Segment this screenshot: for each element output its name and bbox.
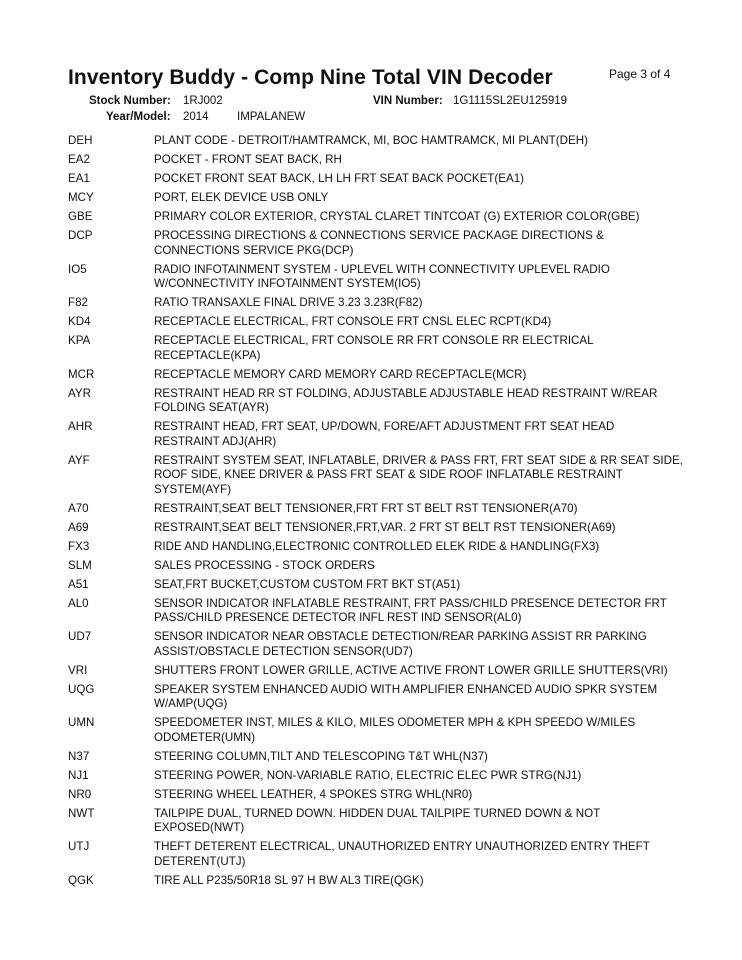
- stock-number: [89, 95, 223, 107]
- year-model: [106, 111, 306, 123]
- option-row: [68, 788, 683, 803]
- option-code: EA2: [68, 153, 90, 166]
- option-row: [68, 683, 683, 712]
- option-row: [68, 716, 683, 745]
- option-description: RADIO INFOTAINMENT SYSTEM - UPLEVEL WITH CONNECTIVITY UPLEVEL RADIO W/CONNECTIVITY INFOTAINMENT SYSTEM(IO5): [154, 262, 610, 290]
- option-description: POCKET FRONT SEAT BACK, LH LH FRT SEAT BACK POCKET(EA1): [154, 172, 525, 185]
- option-code: KD4: [68, 315, 91, 328]
- option-code: EA1: [68, 172, 90, 185]
- option-code: QGK: [68, 873, 94, 887]
- option-code: NR0: [68, 787, 92, 801]
- option-list: [68, 134, 683, 893]
- option-description: RESTRAINT HEAD, FRT SEAT, UP/DOWN, FORE/AFT ADJUSTMENT FRT SEAT HEAD RESTRAINT ADJ(AHR): [154, 420, 615, 448]
- option-description: RIDE AND HANDLING,ELECTRONIC CONTROLLED ELEK RIDE & HANDLING(FX3): [154, 539, 600, 553]
- option-code: N37: [68, 749, 90, 763]
- option-code: F82: [68, 296, 88, 309]
- option-code: UMN: [68, 716, 95, 729]
- option-code: UQG: [68, 682, 95, 696]
- option-description: RESTRAINT SYSTEM SEAT, INFLATABLE, DRIVER & PASS FRT, FRT SEAT SIDE & RR SEAT SIDE, ROOF SIDE, KNEE DRIVER & PASS FRT SEAT & SIDE ROOF INFLATABLE RESTRAINT SYSTEM(AYF): [154, 453, 683, 496]
- option-code: AYF: [68, 453, 90, 467]
- option-description: SHUTTERS FRONT LOWER GRILLE, ACTIVE ACTIVE FRONT LOWER GRILLE SHUTTERS(VRI): [154, 663, 668, 677]
- option-description: PROCESSING DIRECTIONS & CONNECTIONS SERVICE PACKAGE DIRECTIONS & CONNECTIONS SERVICE PKG(DCP): [154, 229, 604, 257]
- option-description: RESTRAINT,SEAT BELT TENSIONER,FRT FRT ST BELT RST TENSIONER(A70): [154, 501, 578, 515]
- option-row: [68, 454, 683, 498]
- option-row: [68, 578, 683, 593]
- option-code: A51: [68, 577, 89, 591]
- option-row: [68, 664, 683, 679]
- option-row: [68, 597, 683, 626]
- option-row: [68, 769, 683, 784]
- option-code: FX3: [68, 539, 90, 553]
- option-description: RECEPTACLE ELECTRICAL, FRT CONSOLE RR FRT CONSOLE RR ELECTRICAL RECEPTACLE(KPA): [154, 334, 594, 362]
- option-description: RECEPTACLE ELECTRICAL, FRT CONSOLE FRT CNSL ELEC RCPT(KD4): [154, 315, 552, 328]
- option-row: [68, 807, 683, 836]
- option-code: AHR: [68, 420, 93, 433]
- model-value: IMPALANEW: [237, 111, 306, 123]
- option-description: RESTRAINT,SEAT BELT TENSIONER,FRT,VAR. 2 FRT ST BELT RST TENSIONER(A69): [154, 520, 616, 534]
- option-row: [68, 874, 683, 889]
- option-row: [68, 368, 683, 383]
- option-description: STEERING POWER, NON-VARIABLE RATIO, ELECTRIC ELEC PWR STRG(NJ1): [154, 768, 582, 782]
- stock-number-label: Stock Number:: [89, 95, 171, 107]
- vin-number: [373, 95, 568, 107]
- option-row: [68, 502, 683, 517]
- option-description: SPEAKER SYSTEM ENHANCED AUDIO WITH AMPLIFIER ENHANCED AUDIO SPKR SYSTEM W/AMP(UQG): [154, 682, 658, 710]
- option-code: UD7: [68, 630, 92, 643]
- stock-number-value: 1RJ002: [183, 95, 223, 107]
- option-description: SALES PROCESSING - STOCK ORDERS: [154, 558, 375, 572]
- option-description: TIRE ALL P235/50R18 SL 97 H BW AL3 TIRE(QGK): [154, 873, 424, 887]
- option-description: THEFT DETERENT ELECTRICAL, UNAUTHORIZED ENTRY UNAUTHORIZED ENTRY THEFT DETERENT(UTJ): [154, 840, 650, 868]
- option-description: TAILPIPE DUAL, TURNED DOWN. HIDDEN DUAL TAILPIPE TURNED DOWN & NOT EXPOSED(NWT): [154, 806, 600, 834]
- option-row: [68, 420, 683, 449]
- option-description: RESTRAINT HEAD RR ST FOLDING, ADJUSTABLE ADJUSTABLE HEAD RESTRAINT W/REAR FOLDING SEAT(AYR): [154, 386, 658, 414]
- option-description: SENSOR INDICATOR NEAR OBSTACLE DETECTION/REAR PARKING ASSIST RR PARKING ASSIST/OBSTACLE DETECTION SENSOR(UD7): [154, 630, 647, 658]
- option-description: PRIMARY COLOR EXTERIOR, CRYSTAL CLARET TINTCOAT (G) EXTERIOR COLOR(GBE): [154, 210, 640, 223]
- option-code: NWT: [68, 806, 95, 820]
- option-description: RATIO TRANSAXLE FINAL DRIVE 3.23 3.23R(F82): [154, 296, 423, 309]
- option-row: [68, 296, 683, 311]
- option-description: STEERING WHEEL LEATHER, 4 SPOKES STRG WHL(NR0): [154, 787, 473, 801]
- option-row: [68, 559, 683, 574]
- option-description: STEERING COLUMN,TILT AND TELESCOPING T&T WHL(N37): [154, 749, 488, 763]
- option-description: SENSOR INDICATOR INFLATABLE RESTRAINT, FRT PASS/CHILD PRESENCE DETECTOR FRT PASS/CHILD PRESENCE DETECTOR INFL REST IND SENSOR(AL0): [154, 596, 667, 624]
- option-code: NJ1: [68, 768, 89, 782]
- option-code: AYR: [68, 386, 91, 400]
- option-code: SLM: [68, 558, 92, 572]
- option-code: KPA: [68, 334, 91, 347]
- option-code: DCP: [68, 229, 93, 242]
- option-description: SEAT,FRT BUCKET,CUSTOM CUSTOM FRT BKT ST(A51): [154, 577, 461, 591]
- option-code: AL0: [68, 596, 89, 610]
- option-row: [68, 315, 683, 330]
- vin-number-label: VIN Number:: [373, 95, 443, 107]
- option-row: [68, 334, 683, 363]
- option-code: VRI: [68, 663, 88, 677]
- option-row: [68, 630, 683, 659]
- option-row: [68, 210, 683, 225]
- option-code: IO5: [68, 262, 87, 276]
- option-description: RECEPTACLE MEMORY CARD MEMORY CARD RECEPTACLE(MCR): [154, 367, 527, 381]
- option-code: MCR: [68, 367, 95, 381]
- option-row: [68, 521, 683, 536]
- option-description: SPEEDOMETER INST, MILES & KILO, MILES ODOMETER MPH & KPH SPEEDO W/MILES ODOMETER(UMN): [154, 716, 636, 744]
- option-row: [68, 229, 683, 258]
- option-code: GBE: [68, 210, 93, 223]
- page-title: Inventory Buddy - Comp Nine Total VIN Decoder: [68, 66, 553, 89]
- option-description: PLANT CODE - DETROIT/HAMTRAMCK, MI, BOC HAMTRAMCK, MI PLANT(DEH): [154, 134, 588, 147]
- option-row: [68, 172, 683, 187]
- option-row: [68, 387, 683, 416]
- option-code: MCY: [68, 191, 94, 204]
- year-value: 2014: [183, 111, 209, 123]
- option-row: [68, 540, 683, 555]
- option-row: [68, 263, 683, 292]
- option-code: A69: [68, 520, 89, 534]
- option-row: [68, 191, 683, 206]
- option-description: POCKET - FRONT SEAT BACK, RH: [154, 153, 342, 166]
- option-code: A70: [68, 501, 89, 515]
- option-row: [68, 840, 683, 869]
- option-code: DEH: [68, 134, 93, 147]
- option-row: [68, 153, 683, 168]
- option-row: [68, 750, 683, 765]
- year-model-label: Year/Model:: [106, 111, 171, 123]
- option-description: PORT, ELEK DEVICE USB ONLY: [154, 191, 329, 204]
- option-row: [68, 134, 683, 149]
- page-indicator: Page 3 of 4: [609, 67, 671, 81]
- option-code: UTJ: [68, 840, 90, 853]
- vin-number-value: 1G1115SL2EU125919: [453, 95, 568, 107]
